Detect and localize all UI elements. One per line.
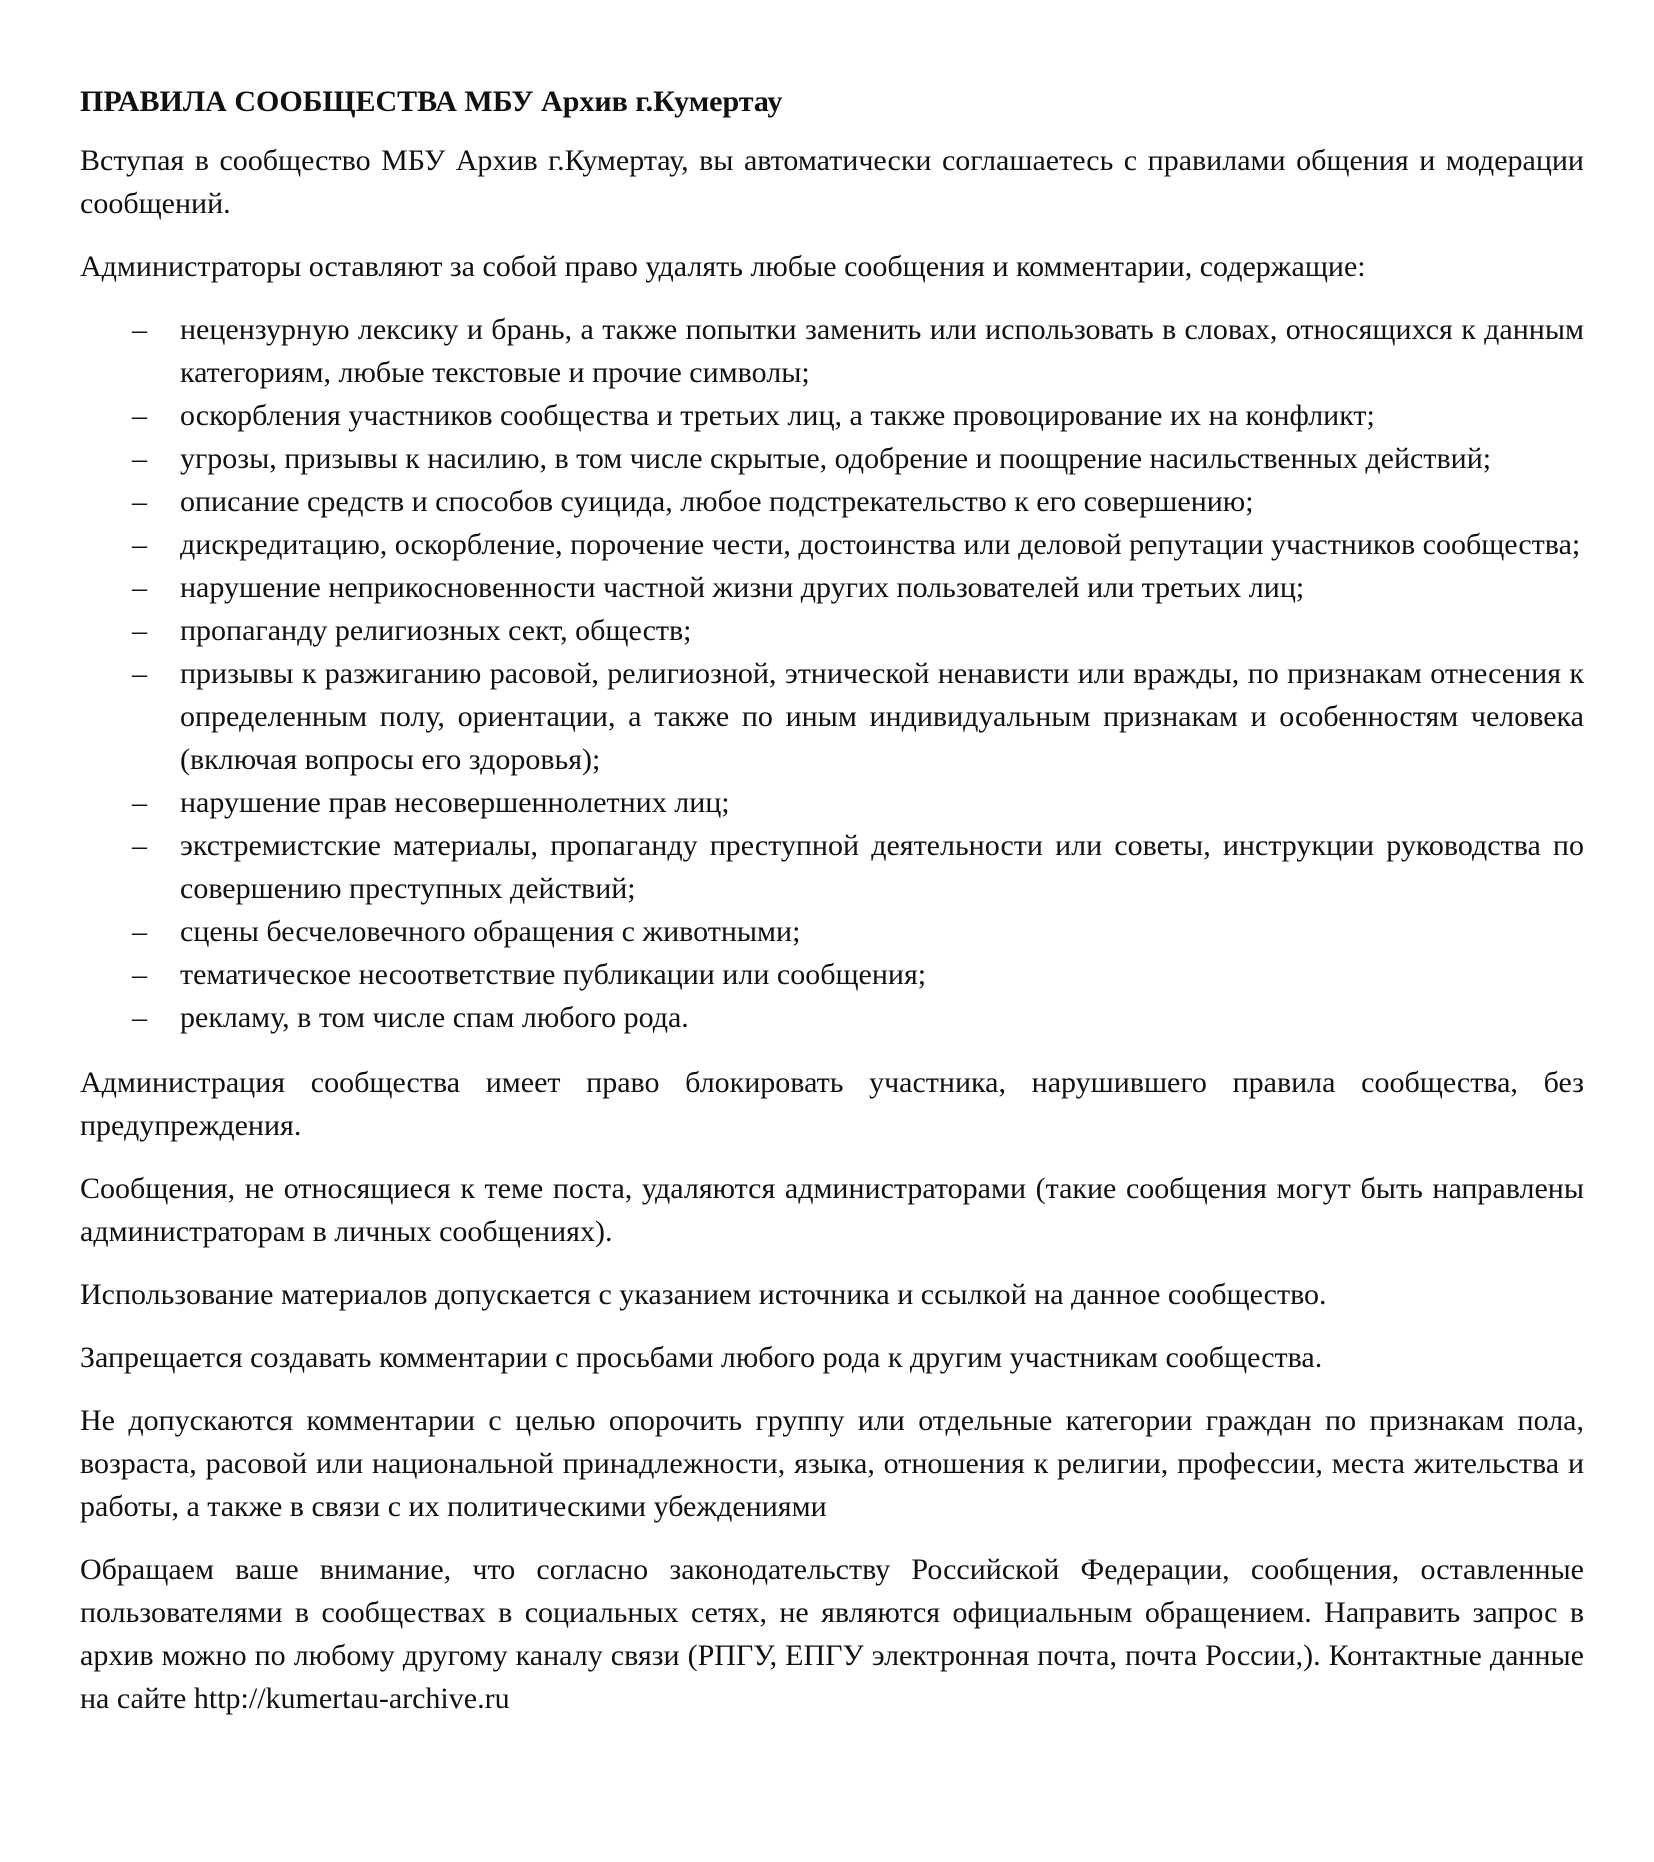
- list-item-text: призывы к разжиганию расовой, религиозной, этнической ненависти или вражды, по признакам отнесения к определенным полу, ориентации, а также по иным индивидуальным признакам и особенностям человека (включая вопросы его здоровья);: [180, 657, 1584, 776]
- list-item: [80, 910, 1584, 953]
- bullet-dash: –: [132, 313, 147, 346]
- materials-usage-paragraph: Использование материалов допускается с указанием источника и ссылкой на данное сообщество.: [80, 1278, 1327, 1311]
- list-item: [80, 437, 1584, 480]
- list-item: [80, 781, 1584, 824]
- list-item-text: пропаганду религиозных сект, обществ;: [180, 614, 692, 647]
- list-item-text: экстремистские материалы, пропаганду преступной деятельности или советы, инструкции руководства по совершению преступных действий;: [180, 829, 1584, 905]
- list-item-text: рекламу, в том числе спам любого рода.: [180, 1001, 689, 1034]
- list-item-text: сцены бесчеловечного обращения с животными;: [180, 915, 801, 948]
- list-item: [80, 996, 1584, 1039]
- rules-list: [80, 308, 1584, 1039]
- list-item-text: тематическое несоответствие публикации или сообщения;: [180, 958, 927, 991]
- document-title: ПРАВИЛА СООБЩЕСТВА МБУ Архив г.Кумертау: [80, 85, 783, 118]
- blocking-paragraph: Администрация сообщества имеет право блокировать участника, нарушившего правила сообщества, без предупреждения.: [80, 1066, 1584, 1142]
- list-item-text: нецензурную лексику и брань, а также попытки заменить или использовать в словах, относящихся к данным категориям, любые текстовые и прочие символы;: [180, 313, 1584, 389]
- bullet-dash: –: [132, 657, 147, 690]
- discrimination-paragraph: Не допускаются комментарии с целью опорочить группу или отдельные категории граждан по признакам пола, возраста, расовой или национальной принадлежности, языка, отношения к религии, профессии, места жительства и работы, а также в связи с их политическими убеждениями: [80, 1404, 1584, 1523]
- bullet-dash: –: [132, 1001, 147, 1034]
- list-item: [80, 523, 1584, 566]
- offtopic-paragraph: Сообщения, не относящиеся к теме поста, удаляются администраторами (такие сообщения могут быть направлены администраторам в личных сообщениях).: [80, 1172, 1584, 1248]
- intro-paragraph: Вступая в сообщество МБУ Архив г.Кумертау, вы автоматически соглашаетесь с правилами общения и модерации сообщений.: [80, 144, 1584, 220]
- site-link[interactable]: http://kumertau-archive.ru: [193, 1682, 510, 1715]
- bullet-dash: –: [132, 915, 147, 948]
- list-item: [80, 480, 1584, 523]
- list-item-text: угрозы, призывы к насилию, в том числе скрытые, одобрение и поощрение насильственных действий;: [180, 442, 1492, 475]
- bullet-dash: –: [132, 528, 147, 561]
- rules-list-intro: Администраторы оставляют за собой право удалять любые сообщения и комментарии, содержащие:: [80, 250, 1366, 283]
- bullet-dash: –: [132, 571, 147, 604]
- bullet-dash: –: [132, 958, 147, 991]
- bullet-dash: –: [132, 786, 147, 819]
- list-item: [80, 394, 1584, 437]
- list-item: [80, 652, 1584, 781]
- bullet-dash: –: [132, 399, 147, 432]
- list-item: [80, 308, 1584, 394]
- list-item-text: оскорбления участников сообщества и третьих лиц, а также провоцирование их на конфликт;: [180, 399, 1375, 432]
- list-item-text: описание средств и способов суицида, любое подстрекательство к его совершению;: [180, 485, 1254, 518]
- bullet-dash: –: [132, 614, 147, 647]
- list-item-text: нарушение неприкосновенности частной жизни других пользователей или третьих лиц;: [180, 571, 1305, 604]
- bullet-dash: –: [132, 442, 147, 475]
- bullet-dash: –: [132, 829, 147, 862]
- list-item: [80, 824, 1584, 910]
- list-item-text: нарушение прав несовершеннолетних лиц;: [180, 786, 730, 819]
- closing-text: Обращаем ваше внимание, что согласно законодательству Российской Федерации, сообщения, оставленные пользователями в сообществах в социальных сетях, не являются официальным обращением. Направить запрос в архив можно по любому другому каналу связи (РПГУ, ЕПГУ электронная почта, почта России,). Контактные данные на сайте: [80, 1553, 1584, 1715]
- closing-paragraph: [80, 1548, 1584, 1720]
- list-item: [80, 609, 1584, 652]
- list-item-text: дискредитацию, оскорбление, порочение чести, достоинства или деловой репутации участников сообщества;: [180, 528, 1581, 561]
- document-page: [80, 80, 1584, 1740]
- list-item: [80, 566, 1584, 609]
- list-item: [80, 953, 1584, 996]
- requests-ban-paragraph: Запрещается создавать комментарии с просьбами любого рода к другим участникам сообщества.: [80, 1341, 1323, 1374]
- bullet-dash: –: [132, 485, 147, 518]
